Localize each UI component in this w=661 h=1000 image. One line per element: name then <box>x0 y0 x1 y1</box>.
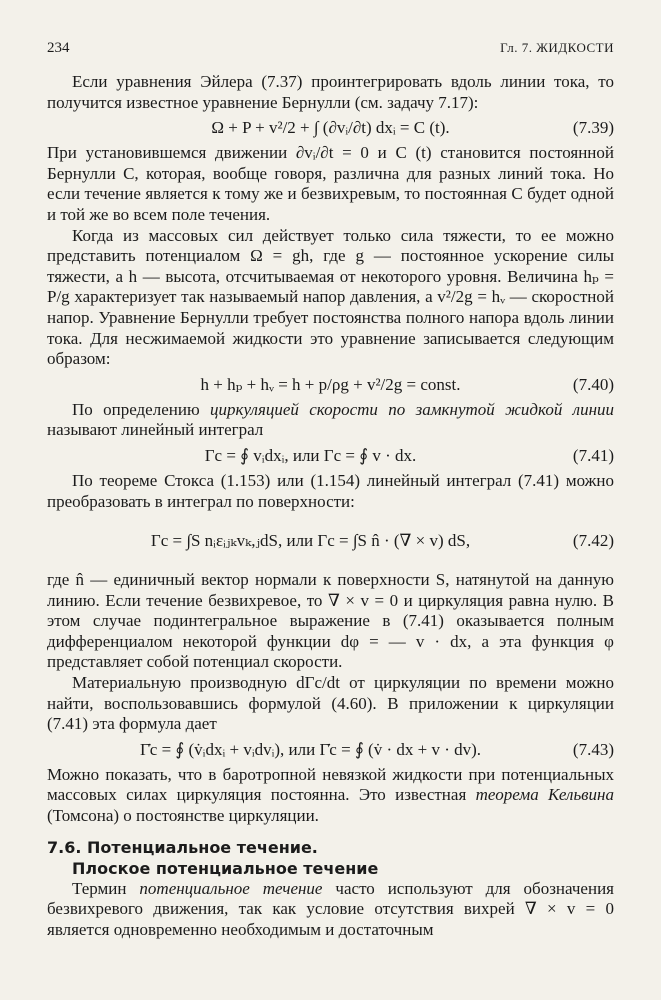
equation-expression: Γc = ∫S nᵢεᵢⱼₖvₖ,ⱼdS, или Γc = ∫S n̂ · (∇ × v) dS, <box>150 531 471 551</box>
equation-7-42 <box>47 512 614 570</box>
equation-number: (7.39) <box>572 118 614 138</box>
equation-7-41 <box>47 441 614 471</box>
paragraph-8-lead: Можно показать, что в баротропной невязкой жидкости при потенциальных массовых силах циркуляция постоянна. Это известная <box>47 764 614 805</box>
paragraph-4 <box>47 400 614 441</box>
section-title-line-1: 7.6. Потенциальное течение. <box>47 837 318 857</box>
circulation-definition-term: циркуляцией скорости по замкнутой жидкой линии <box>210 399 615 419</box>
equation-expression: Γc = ∮ vᵢdxᵢ, или Γc = ∮ v · dx. <box>204 445 417 465</box>
section-title-line-2: Плоское потенциальное течение <box>72 858 379 878</box>
equation-7-43 <box>47 735 614 765</box>
paragraph-4-lead: По определению <box>72 399 210 419</box>
equation-expression: Ω + P + v²/2 + ∫ (∂vᵢ/∂t) dxᵢ = C (t). <box>211 118 450 138</box>
potential-flow-term: потенциальное течение <box>139 878 323 898</box>
paragraph-2: При установившемся движении ∂vᵢ/∂t = 0 и C (t) становится постоянной Бернулли C, которая, вообще говоря, различна для разных линий тока. Но если течение является к тому же и безвихревым, то постоянная C будет одной и той же во всем поле течения. <box>47 143 614 224</box>
paragraph-9-tail: часто используют для обозначения безвихревого движения, так как условие отсутствия вихрей ∇ × v = 0 является одновременно необходимым и достаточным <box>47 878 614 939</box>
equation-7-40 <box>47 370 614 400</box>
section-heading <box>47 837 614 879</box>
paragraph-9-lead: Термин <box>72 878 140 898</box>
running-head: Гл. 7. ЖИДКОСТИ <box>500 40 614 55</box>
paragraph-8 <box>47 765 614 827</box>
equation-number: (7.40) <box>572 374 614 394</box>
equation-expression: h + hₚ + hᵥ = h + p/ρg + v²/2g = const. <box>200 374 461 394</box>
paragraph-8-tail: (Томсона) о постоянстве циркуляции. <box>47 806 319 826</box>
paragraph-6: где n̂ — единичный вектор нормали к поверхности S, натянутой на данную линию. Если течение безвихревое, то ∇ × v = 0 и циркуляция равна нулю. В этом случае подинтегральное выражение в (7.41) оказывается полным дифференциалом некоторой функции dφ = — v · dx, а эта функция φ представляет собой потенциал скорости. <box>47 570 614 672</box>
kelvin-theorem-term: теорема Кельвина <box>475 785 614 805</box>
paragraph-1: Если уравнения Эйлера (7.37) проинтегрировать вдоль линии тока, то получится известное уравнение Бернулли (см. задачу 7.17): <box>47 72 614 112</box>
paragraph-7: Материальную производную dΓc/dt от циркуляции по времени можно найти, воспользовавшись формулой (4.60). В приложении к циркуляции (7.41) эта формула дает <box>47 673 614 734</box>
paragraph-9 <box>47 879 614 941</box>
equation-7-39 <box>47 113 614 143</box>
equation-number: (7.41) <box>572 445 614 465</box>
page-header <box>47 40 614 57</box>
paragraph-3: Когда из массовых сил действует только сила тяжести, то ее можно представить потенциалом Ω = gh, где g — постоянное ускорение силы тяжести, а h — высота, отсчитываемая от некоторого уровня. Величина hₚ = P/g характеризует так называемый напор давления, а v²/2g = hᵥ — скоростной напор. Уравнение Бернулли требует постоянства полного напора вдоль линии тока. Для несжимаемой жидкости это уравнение записывается следующим образом: <box>47 225 614 369</box>
page-body <box>47 72 614 940</box>
paragraph-4-tail: называют линейный интеграл <box>47 420 264 440</box>
equation-expression: Γ̇c = ∮ (v̇ᵢdxᵢ + vᵢdvᵢ), или Γ̇c = ∮ (v̇ · dx + v · dv). <box>139 739 482 759</box>
equation-number: (7.43) <box>572 739 614 759</box>
page-number: 234 <box>47 40 70 56</box>
equation-number: (7.42) <box>572 531 614 551</box>
paragraph-5: По теореме Стокса (1.153) или (1.154) линейный интеграл (7.41) можно преобразовать в интеграл по поверхности: <box>47 470 614 511</box>
